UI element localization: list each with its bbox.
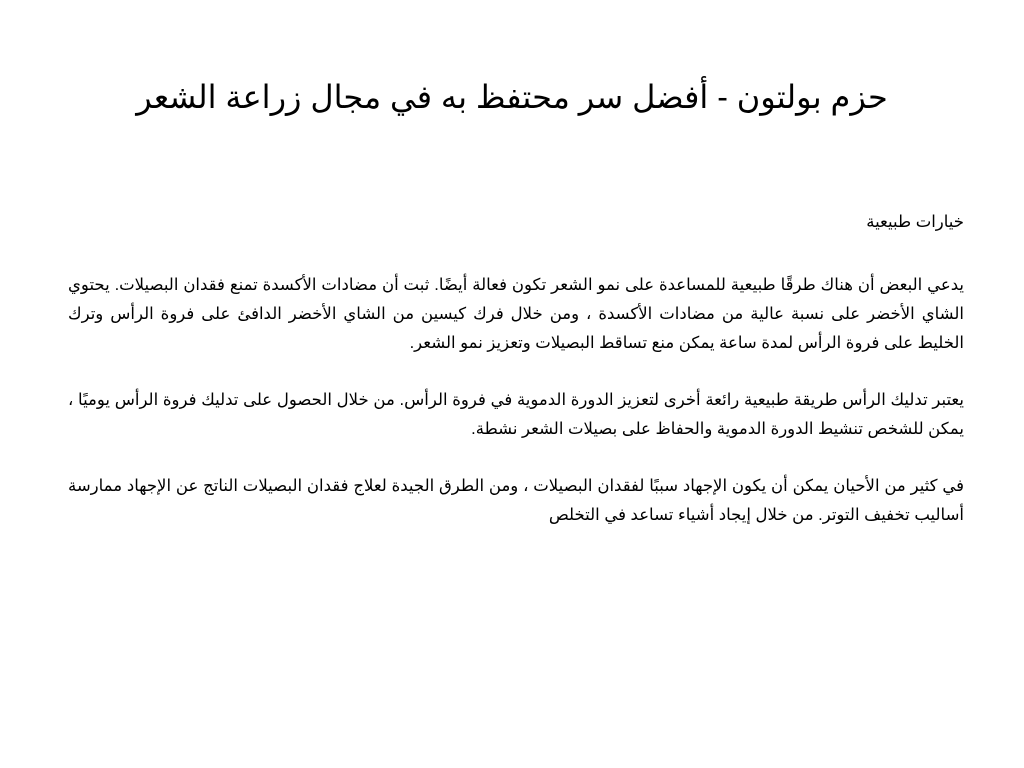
paragraph-stress: في كثير من الأحيان يمكن أن يكون الإجهاد سببًا لفقدان البصيلات ، ومن الطرق الجيدة لعلاج فقدان البصيلات الناتج عن الإجهاد ممارسة أساليب تخفيف التوتر. من خلال إيجاد أشياء تساعد في التخلص <box>68 477 964 524</box>
paragraph-scalp-massage: يعتبر تدليك الرأس طريقة طبيعية رائعة أخرى لتعزيز الدورة الدموية في فروة الرأس. من خلال الحصول على تدليك فروة الرأس يوميًا ، يمكن للشخص تنشيط الدورة الدموية والحفاظ على بصيلات الشعر نشطة. <box>68 391 964 438</box>
section-heading: خيارات طبيعية <box>866 213 964 231</box>
paragraph-green-tea: يدعي البعض أن هناك طرقًا طبيعية للمساعدة على نمو الشعر تكون فعالة أيضًا. ثبت أن مضادات الأكسدة تمنع فقدان البصيلات. يحتوي الشاي الأخضر على نسبة عالية من مضادات الأكسدة ، ومن خلال فرك كيسين من الشاي الأخضر الدافئ على فروة الرأس وترك الخليط على فروة الرأس لمدة ساعة يمكن منع تساقط البصيلات وتعزيز نمو الشعر. <box>68 276 964 352</box>
slide-body <box>68 208 964 558</box>
slide-title: حزم بولتون - أفضل سر محتفظ به في مجال زراعة الشعر <box>136 79 888 115</box>
